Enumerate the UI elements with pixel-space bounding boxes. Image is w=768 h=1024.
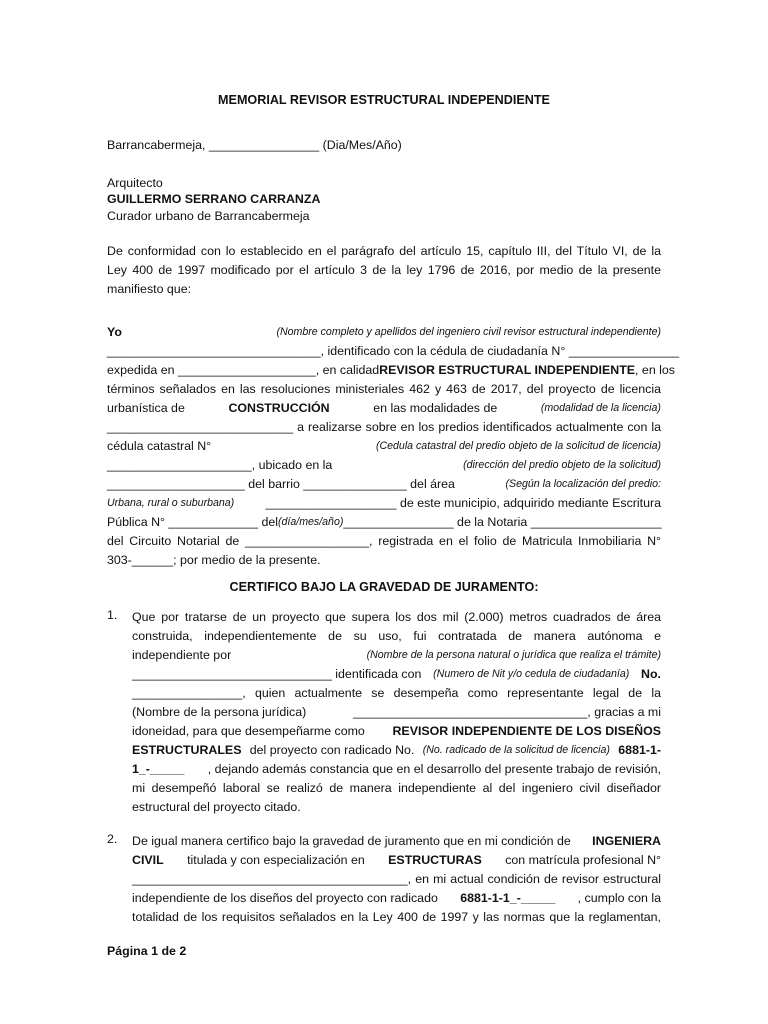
body-text: Pública N° _____________ del — [107, 515, 278, 529]
body-emphasis: CONSTRUCCIÓN — [228, 401, 330, 415]
body-text: en las modalidades de — [373, 401, 498, 415]
item-text-run: con matrícula profesional N° — [505, 853, 661, 867]
body-line: 303-______; por medio de la presente. — [107, 553, 321, 567]
item-line: estructural del proyecto citado. — [132, 800, 301, 814]
placeholder-note: (modalidad de la licencia) — [540, 402, 661, 414]
body-paragraph — [107, 323, 679, 570]
footer-prefix: Página — [107, 944, 148, 958]
item-line — [132, 741, 661, 760]
body-line — [107, 456, 661, 475]
item-emphasis: No. — [641, 667, 661, 681]
body-text: urbanística de — [107, 401, 185, 415]
recipient-office: Curador urbano de Barrancabermeja — [107, 209, 310, 223]
body-text: expedida en ____________________, en calidad — [107, 363, 380, 377]
body-line: del Circuito Notarial de __________________, registrada en el folio de Matricula Inmobiliaria N° — [107, 534, 661, 548]
item-text-run: titulada y con especialización en — [187, 853, 365, 867]
placeholder-note: (Nombre completo y apellidos del ingeniero civil revisor estructural independiente) — [276, 326, 661, 338]
item-line — [132, 646, 661, 665]
intro-line: Ley 400 de 1997 modificado por el artículo 3 de la ley 1796 de 2016, por medio de la presente — [107, 263, 661, 277]
item-line — [132, 722, 661, 741]
item-text-run: independiente de los diseños del proyecto con radicado — [132, 891, 438, 905]
body-text: ___________________ de este municipio, adquirido mediante Escritura — [265, 496, 661, 510]
item-emphasis: REVISOR INDEPENDIENTE DE LOS DISEÑOS — [392, 724, 661, 738]
body-line — [107, 494, 661, 513]
item-line: ________________________________________, en mi actual condición de revisor estructural — [132, 872, 661, 886]
item-number: 2. — [107, 832, 118, 846]
item-emphasis: 1_-_____ — [132, 762, 185, 776]
recipient-name: GUILLERMO SERRANO CARRANZA — [107, 192, 321, 206]
item-text-run: De igual manera certifico bajo la gravedad de juramento que en mi condición de — [132, 834, 571, 848]
item-text-run: _____________________________ identificada con — [132, 667, 422, 681]
body-text: , en los — [635, 363, 675, 377]
item-emphasis: CIVIL — [132, 853, 164, 867]
item-line — [132, 889, 661, 908]
placeholder-note: (Según la localización del predio: — [505, 478, 661, 490]
placeholder-note: (Nombre de la persona natural o jurídica que realiza el trámite) — [366, 649, 661, 661]
body-text: Yo — [107, 325, 122, 339]
body-text: cédula catastral N° — [107, 439, 212, 453]
body-line — [107, 399, 661, 418]
item-text-run: __________________________________, gracias a mi — [353, 705, 661, 719]
intro-paragraph — [107, 242, 661, 299]
body-line — [107, 475, 661, 494]
recipient-role: Arquitecto — [107, 176, 163, 190]
intro-line: manifiesto que: — [107, 282, 192, 296]
intro-line: De conformidad con lo establecido en el parágrafo del artículo 15, capítulo III, del Título VI, de la — [107, 244, 661, 258]
item-text-run: , dejando además constancia que en el desarrollo del presente trabajo de revisión, — [207, 762, 661, 776]
body-line — [107, 513, 661, 532]
item-emphasis: INGENIERA — [592, 834, 661, 848]
item-line — [132, 760, 661, 779]
body-text: ____________________ del barrio _______________ del área — [107, 477, 455, 491]
item-line — [132, 703, 661, 722]
item-line: construida, independientemente de su uso, fui contratada de manera autónoma e — [132, 629, 661, 643]
placeholder-note: (No. radicado de la solicitud de licencia) — [422, 744, 610, 756]
item-line: ________________, quien actualmente se desempeña como representante legal de la — [132, 686, 661, 700]
body-line: _______________________________, identificado con la cédula de ciudadanía N° ________________ — [107, 344, 679, 358]
body-line — [107, 437, 661, 456]
item-line — [132, 832, 661, 851]
item-line: Que por tratarse de un proyecto que supera los dos mil (2.000) metros cuadrados de área — [132, 610, 661, 624]
item-line: totalidad de los requisitos señalados en la Ley 400 de 1997 y las normas que la reglamentan, — [132, 910, 661, 924]
item-text-run: del proyecto con radicado No. — [249, 743, 415, 757]
footer-middle: de — [161, 944, 176, 958]
page-footer — [107, 944, 186, 958]
placeholder-note: (día/mes/año) — [278, 516, 344, 528]
item-text-run: idoneidad, para que desempeñarme como — [132, 724, 365, 738]
item-text-run: independiente por — [132, 648, 232, 662]
document-title: MEMORIAL REVISOR ESTRUCTURAL INDEPENDIENTE — [218, 93, 550, 107]
item-emphasis: ESTRUCTURALES — [132, 743, 242, 757]
item-emphasis: ESTRUCTURAS — [388, 853, 482, 867]
item-number: 1. — [107, 608, 118, 622]
body-line: términos señalados en las resoluciones ministeriales 462 y 463 de 2017, del proyecto de licencia — [107, 382, 661, 396]
body-line — [107, 361, 675, 380]
item-line: mi desempeñó laboral se realizó de manera independiente al del ingeniero civil diseñador — [132, 781, 661, 795]
date-line: Barrancabermeja, ________________ (Dia/Mes/Año) — [107, 138, 402, 152]
placeholder-note: (Numero de Nit y/o cedula de ciudadanía) — [433, 668, 630, 680]
placeholder-note: Urbana, rural o suburbana) — [107, 497, 235, 509]
footer-total-pages: 2 — [179, 944, 187, 958]
item-emphasis: 6881-1-1_-_____ — [460, 891, 556, 905]
item-text — [132, 608, 661, 817]
item-text-run: (Nombre de la persona jurídica) — [132, 705, 307, 719]
item-line — [132, 851, 661, 870]
placeholder-note: (dirección del predio objeto de la solicitud) — [463, 459, 661, 471]
placeholder-note: (Cedula catastral del predio objeto de la solicitud de licencia) — [375, 440, 661, 452]
item-text-run: , cumplo con la — [577, 891, 661, 905]
item-line — [132, 665, 661, 684]
body-line: ___________________________ a realizarse sobre en los predios identificados actualmente con la — [107, 420, 661, 434]
section-heading: CERTIFICO BAJO LA GRAVEDAD DE JURAMENTO: — [229, 580, 539, 594]
item-emphasis: 6881-1- — [618, 743, 661, 757]
body-text: _____________________, ubicado en la — [107, 458, 333, 472]
footer-page-number: 1 — [151, 944, 158, 958]
body-emphasis: REVISOR ESTRUCTURAL INDEPENDIENTE — [379, 363, 636, 377]
body-line — [107, 323, 661, 342]
item-text — [132, 832, 661, 927]
body-text: ________________ de la Notaria ___________________ — [343, 515, 662, 529]
